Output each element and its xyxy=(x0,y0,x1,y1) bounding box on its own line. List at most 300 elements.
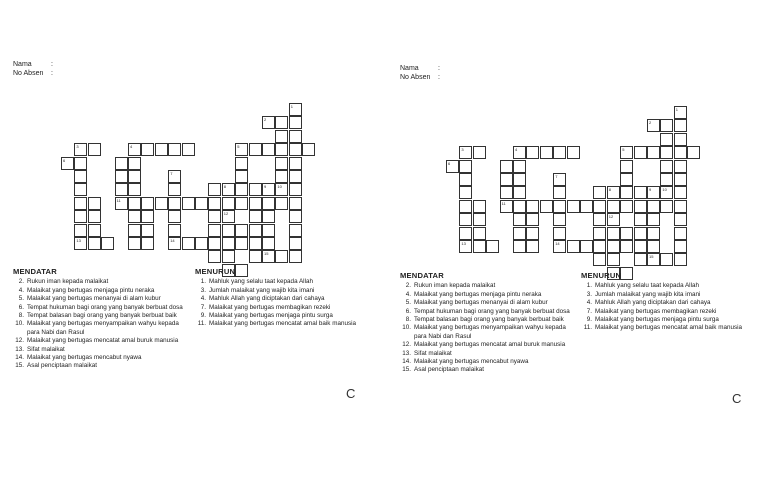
menurun-clue xyxy=(195,304,360,312)
crossword-cell[interactable] xyxy=(607,200,620,213)
crossword-cell[interactable] xyxy=(526,227,539,240)
crossword-cell[interactable] xyxy=(674,160,687,173)
crossword-cell[interactable] xyxy=(141,197,154,210)
crossword-cell[interactable] xyxy=(513,240,526,253)
crossword-cell[interactable] xyxy=(168,210,181,223)
absen-label: No Absen xyxy=(13,70,44,77)
crossword-cell[interactable] xyxy=(634,253,647,266)
crossword-cell[interactable] xyxy=(128,143,141,156)
crossword-cell[interactable] xyxy=(182,237,195,250)
cell-number: 7 xyxy=(555,174,558,179)
crossword-cell[interactable] xyxy=(553,200,566,213)
crossword-cell[interactable] xyxy=(262,224,275,237)
crossword-cell[interactable] xyxy=(262,210,275,223)
crossword-cell[interactable] xyxy=(660,173,673,186)
crossword-cell[interactable] xyxy=(620,227,633,240)
crossword-cell[interactable] xyxy=(513,213,526,226)
mendatar-clue xyxy=(400,316,580,324)
crossword-cell[interactable] xyxy=(235,157,248,170)
crossword-cell[interactable] xyxy=(513,173,526,186)
crossword-cell[interactable] xyxy=(486,240,499,253)
clue-text: Malaikat yang bertugas mencatat amal baik manusia xyxy=(209,320,357,328)
clue-text: Mahluk yang selalu taat kepada Allah xyxy=(209,278,313,286)
crossword-cell[interactable] xyxy=(249,183,262,196)
crossword-cell[interactable] xyxy=(74,237,87,250)
crossword-cell[interactable] xyxy=(141,143,154,156)
crossword-cell[interactable] xyxy=(235,183,248,196)
crossword-cell[interactable] xyxy=(513,227,526,240)
clue-number: 12. xyxy=(402,341,411,349)
crossword-cell[interactable] xyxy=(168,237,181,250)
crossword-cell[interactable] xyxy=(249,210,262,223)
cell-number: 12 xyxy=(223,211,229,217)
crossword-cell[interactable] xyxy=(513,160,526,173)
crossword-cell[interactable] xyxy=(115,157,128,170)
menurun-clue xyxy=(581,282,746,290)
mendatar-clue xyxy=(400,350,580,358)
crossword-cell[interactable] xyxy=(168,197,181,210)
crossword-cell[interactable] xyxy=(607,253,620,266)
clue-number: 9. xyxy=(200,312,206,320)
crossword-cell[interactable] xyxy=(500,173,513,186)
crossword-cell[interactable] xyxy=(567,200,580,213)
crossword-cell[interactable] xyxy=(235,237,248,250)
crossword-cell[interactable] xyxy=(540,200,553,213)
crossword-cell[interactable] xyxy=(593,227,606,240)
crossword-cell[interactable] xyxy=(674,173,687,186)
student-header xyxy=(400,64,440,82)
crossword-cell[interactable] xyxy=(128,197,141,210)
crossword-cell[interactable] xyxy=(634,227,647,240)
crossword-cell[interactable] xyxy=(674,146,687,159)
crossword-cell[interactable] xyxy=(459,200,472,213)
crossword-cell[interactable] xyxy=(275,183,288,196)
menurun-clue xyxy=(581,324,746,332)
clue-number: 4. xyxy=(200,295,206,303)
mendatar-clue xyxy=(13,320,193,337)
crossword-cell[interactable] xyxy=(553,173,566,186)
cell-number: 14 xyxy=(555,241,560,246)
crossword-cell[interactable] xyxy=(249,237,262,250)
crossword-cell[interactable] xyxy=(222,183,235,196)
mendatar-clue xyxy=(400,324,580,341)
clue-number: 6. xyxy=(18,303,24,311)
clue-number: 11. xyxy=(197,320,206,328)
crossword-cell[interactable] xyxy=(647,119,660,132)
crossword-cell[interactable] xyxy=(128,183,141,196)
crossword-cell[interactable] xyxy=(634,240,647,253)
crossword-cell[interactable] xyxy=(249,250,262,263)
name-row xyxy=(13,60,53,69)
clue-text: Rukun iman kepada malaikat xyxy=(414,282,496,290)
crossword-cell[interactable] xyxy=(553,186,566,199)
crossword-cell[interactable] xyxy=(88,197,101,210)
clue-text: Tempat balasan bagi orang yang banyak berbuat baik xyxy=(27,312,177,320)
crossword-cell[interactable] xyxy=(88,210,101,223)
crossword-cell[interactable] xyxy=(222,224,235,237)
crossword-cell[interactable] xyxy=(687,146,700,159)
crossword-cell[interactable] xyxy=(262,250,275,263)
student-header xyxy=(13,60,53,78)
crossword-cell[interactable] xyxy=(459,160,472,173)
crossword-cell[interactable] xyxy=(275,250,288,263)
crossword-cell[interactable] xyxy=(674,106,687,119)
crossword-cell[interactable] xyxy=(620,240,633,253)
name-row xyxy=(400,64,440,73)
clue-text: Mahluk Allah yang diciptakan dari cahaya xyxy=(209,295,325,303)
refresh-icon[interactable]: C xyxy=(346,386,356,401)
crossword-cell[interactable] xyxy=(74,170,87,183)
crossword-cell[interactable] xyxy=(262,116,275,129)
crossword-cell[interactable] xyxy=(660,200,673,213)
crossword-cell[interactable] xyxy=(74,197,87,210)
clue-number: 14. xyxy=(402,358,411,366)
crossword-cell[interactable] xyxy=(674,227,687,240)
crossword-cell[interactable] xyxy=(660,146,673,159)
cell-number: 11 xyxy=(501,200,506,206)
crossword-cell[interactable] xyxy=(647,240,660,253)
crossword-cell[interactable] xyxy=(115,170,128,183)
crossword-cell[interactable] xyxy=(275,170,288,183)
clue-number: 8. xyxy=(18,312,24,320)
clue-number: 13. xyxy=(15,345,24,353)
menurun-clue xyxy=(195,320,360,328)
clue-number: 5. xyxy=(18,295,24,303)
crossword-cell[interactable] xyxy=(526,146,539,159)
crossword-cell[interactable] xyxy=(128,224,141,237)
crossword-cell[interactable] xyxy=(459,186,472,199)
crossword-cell[interactable] xyxy=(459,213,472,226)
clue-number: 1. xyxy=(586,282,592,290)
cell-number: 12 xyxy=(608,214,614,220)
crossword-cell[interactable] xyxy=(289,183,302,196)
clue-number: 2. xyxy=(18,278,24,286)
crossword-cell[interactable] xyxy=(289,103,302,116)
crossword-cell[interactable] xyxy=(195,197,208,210)
crossword-cell[interactable] xyxy=(674,240,687,253)
menurun-clue xyxy=(581,299,746,307)
clue-text: Asal penciptaan malaikat xyxy=(27,362,98,370)
crossword-cell[interactable] xyxy=(674,213,687,226)
crossword-cell[interactable] xyxy=(289,143,302,156)
clue-text: Malaikat yang bertugas mencabut nyawa xyxy=(414,358,529,366)
clue-text: Malaikat yang bertugas menjaga pintu surga xyxy=(209,312,333,320)
clue-text: Asal penciptaan malaikat xyxy=(414,366,485,374)
crossword-cell[interactable] xyxy=(634,146,647,159)
crossword-cell[interactable] xyxy=(500,186,513,199)
name-colon: : xyxy=(51,61,53,68)
crossword-cell[interactable] xyxy=(88,237,101,250)
crossword-cell[interactable] xyxy=(473,200,486,213)
crossword-cell[interactable] xyxy=(235,224,248,237)
mendatar-clue xyxy=(400,358,580,366)
absen-colon: : xyxy=(438,74,440,81)
crossword-cell[interactable] xyxy=(302,143,315,156)
crossword-cell[interactable] xyxy=(674,200,687,213)
crossword-cell[interactable] xyxy=(101,237,114,250)
crossword-cell[interactable] xyxy=(222,210,235,223)
cell-number: 10 xyxy=(277,184,282,190)
worksheet-right xyxy=(384,0,768,489)
clue-text: Malaikat yang bertugas menjaga pintu surga xyxy=(595,316,719,324)
crossword-cell[interactable] xyxy=(275,130,288,143)
crossword-cell[interactable] xyxy=(580,200,593,213)
crossword-cell[interactable] xyxy=(289,170,302,183)
crossword-cell[interactable] xyxy=(620,186,633,199)
clue-text: Sifat malaikat xyxy=(27,345,65,353)
crossword-cell[interactable] xyxy=(115,183,128,196)
crossword-cell[interactable] xyxy=(660,186,673,199)
crossword-cell[interactable] xyxy=(195,237,208,250)
crossword-cell[interactable] xyxy=(88,143,101,156)
crossword-cell[interactable] xyxy=(473,227,486,240)
crossword-cell[interactable] xyxy=(289,250,302,263)
crossword-cell[interactable] xyxy=(289,157,302,170)
crossword-cell[interactable] xyxy=(289,116,302,129)
mendatar-title: MENDATAR xyxy=(400,271,444,280)
clue-text: Tempat hukuman bagi orang yang banyak berbuat dosa xyxy=(27,303,183,311)
crossword-cell[interactable] xyxy=(275,197,288,210)
crossword-cell[interactable] xyxy=(262,183,275,196)
crossword-cell[interactable] xyxy=(289,224,302,237)
clue-text: Malaikat yang bertugas membagikan rezeki xyxy=(209,303,331,311)
crossword-cell[interactable] xyxy=(647,227,660,240)
mendatar-clue xyxy=(13,337,193,345)
crossword-cell[interactable] xyxy=(526,200,539,213)
crossword-cell[interactable] xyxy=(289,210,302,223)
mendatar-clue xyxy=(400,308,580,316)
crossword-cell[interactable] xyxy=(513,146,526,159)
refresh-icon[interactable]: C xyxy=(732,391,742,406)
crossword-cell[interactable] xyxy=(249,224,262,237)
clue-number: 8. xyxy=(405,316,411,324)
menurun-clues xyxy=(581,272,746,333)
clue-text: Mahluk yang selalu taat kepada Allah xyxy=(595,282,699,290)
crossword-cell[interactable] xyxy=(647,213,660,226)
crossword-cell[interactable] xyxy=(235,170,248,183)
crossword-cell[interactable] xyxy=(208,224,221,237)
crossword-cell[interactable] xyxy=(249,143,262,156)
crossword-cell[interactable] xyxy=(459,146,472,159)
crossword-cell[interactable] xyxy=(526,240,539,253)
name-label: Nama xyxy=(400,65,419,72)
crossword-cell[interactable] xyxy=(553,146,566,159)
crossword-cell[interactable] xyxy=(208,183,221,196)
crossword-cell[interactable] xyxy=(674,186,687,199)
crossword-cell[interactable] xyxy=(553,227,566,240)
clue-text: Malaikat yang bertugas menanyai di alam kubur xyxy=(27,295,161,303)
crossword-cell[interactable] xyxy=(446,160,459,173)
crossword-cell[interactable] xyxy=(620,173,633,186)
crossword-cell[interactable] xyxy=(634,200,647,213)
crossword-cell[interactable] xyxy=(222,197,235,210)
crossword-cell[interactable] xyxy=(526,213,539,226)
crossword-cell[interactable] xyxy=(567,146,580,159)
clue-number: 7. xyxy=(200,303,206,311)
crossword-cell[interactable] xyxy=(647,146,660,159)
crossword-cell[interactable] xyxy=(275,116,288,129)
crossword-cell[interactable] xyxy=(593,213,606,226)
crossword-cell[interactable] xyxy=(473,213,486,226)
crossword-cell[interactable] xyxy=(61,157,74,170)
clue-text: Malaikat yang bertugas menyampaikan wahyu kepada para Nabi dan Rasul xyxy=(414,324,566,340)
clue-text: Malaikat yang bertugas menjaga pintu neraka xyxy=(27,286,155,294)
crossword-cell[interactable] xyxy=(88,224,101,237)
clue-text: Malaikat yang bertugas mencatat amal buruk manusia xyxy=(414,341,566,349)
crossword-cell[interactable] xyxy=(634,213,647,226)
mendatar-clue xyxy=(13,362,193,370)
crossword-cell[interactable] xyxy=(620,200,633,213)
cell-number: 14 xyxy=(170,238,175,243)
clue-text: Malaikat yang bertugas menanyai di alam kubur xyxy=(414,299,548,307)
menurun-clue xyxy=(195,295,360,303)
crossword-cell[interactable] xyxy=(235,197,248,210)
crossword-cell[interactable] xyxy=(289,130,302,143)
menurun-title: MENURUN xyxy=(195,267,236,276)
crossword-cell[interactable] xyxy=(674,133,687,146)
crossword-cell[interactable] xyxy=(660,160,673,173)
cell-number: 1 xyxy=(290,104,294,109)
crossword-cell[interactable] xyxy=(141,224,154,237)
crossword-cell[interactable] xyxy=(647,200,660,213)
mendatar-title: MENDATAR xyxy=(13,267,57,276)
mendatar-clues xyxy=(13,268,193,371)
crossword-cell[interactable] xyxy=(553,240,566,253)
crossword-grid xyxy=(446,106,706,266)
crossword-cell[interactable] xyxy=(128,170,141,183)
clue-number: 4. xyxy=(18,286,24,294)
crossword-cell[interactable] xyxy=(660,133,673,146)
menurun-clue xyxy=(581,316,746,324)
crossword-cell[interactable] xyxy=(634,186,647,199)
crossword-cell[interactable] xyxy=(249,197,262,210)
cell-number: 5 xyxy=(622,147,625,153)
crossword-cell[interactable] xyxy=(208,210,221,223)
crossword-cell[interactable] xyxy=(74,157,87,170)
crossword-cell[interactable] xyxy=(141,210,154,223)
menurun-clue xyxy=(195,287,360,295)
crossword-cell[interactable] xyxy=(473,146,486,159)
cell-number: 4 xyxy=(130,144,133,150)
clue-text: Malaikat yang bertugas mencatat amal buruk manusia xyxy=(27,337,179,345)
crossword-cell[interactable] xyxy=(74,143,87,156)
clue-number: 5. xyxy=(405,299,411,307)
crossword-cell[interactable] xyxy=(128,210,141,223)
mendatar-clue xyxy=(13,304,193,312)
crossword-cell[interactable] xyxy=(647,253,660,266)
crossword-cell[interactable] xyxy=(155,143,168,156)
crossword-cell[interactable] xyxy=(593,186,606,199)
crossword-cell[interactable] xyxy=(459,173,472,186)
crossword-cell[interactable] xyxy=(289,237,302,250)
absen-row xyxy=(13,69,53,78)
crossword-cell[interactable] xyxy=(674,253,687,266)
crossword-cell[interactable] xyxy=(500,160,513,173)
crossword-cell[interactable] xyxy=(473,240,486,253)
crossword-cell[interactable] xyxy=(620,146,633,159)
crossword-cell[interactable] xyxy=(660,253,673,266)
crossword-cell[interactable] xyxy=(607,186,620,199)
name-label: Nama xyxy=(13,61,32,68)
crossword-cell[interactable] xyxy=(182,197,195,210)
mendatar-clue xyxy=(13,312,193,320)
crossword-cell[interactable] xyxy=(593,200,606,213)
menurun-clues xyxy=(195,268,360,329)
crossword-cell[interactable] xyxy=(155,197,168,210)
menurun-clue xyxy=(195,312,360,320)
crossword-cell[interactable] xyxy=(168,170,181,183)
crossword-cell[interactable] xyxy=(513,186,526,199)
crossword-cell[interactable] xyxy=(620,160,633,173)
clue-text: Malaikat yang bertugas membagikan rezeki xyxy=(595,307,717,315)
crossword-cell[interactable] xyxy=(141,237,154,250)
crossword-cell[interactable] xyxy=(289,197,302,210)
crossword-cell[interactable] xyxy=(459,240,472,253)
crossword-cell[interactable] xyxy=(500,200,513,213)
crossword-cell[interactable] xyxy=(168,183,181,196)
clue-number: 13. xyxy=(402,349,411,357)
crossword-cell[interactable] xyxy=(182,143,195,156)
crossword-cell[interactable] xyxy=(168,143,181,156)
crossword-cell[interactable] xyxy=(593,253,606,266)
clue-number: 7. xyxy=(586,307,592,315)
crossword-cell[interactable] xyxy=(262,237,275,250)
crossword-cell[interactable] xyxy=(607,240,620,253)
crossword-cell[interactable] xyxy=(222,237,235,250)
crossword-cell[interactable] xyxy=(74,210,87,223)
crossword-cell[interactable] xyxy=(607,213,620,226)
crossword-cell[interactable] xyxy=(115,197,128,210)
cell-number: 3 xyxy=(461,147,464,153)
crossword-cell[interactable] xyxy=(580,240,593,253)
crossword-cell[interactable] xyxy=(513,200,526,213)
clue-text: Malaikat yang bertugas menyampaikan wahyu kepada para Nabi dan Rasul xyxy=(27,320,179,336)
crossword-cell[interactable] xyxy=(275,143,288,156)
crossword-cell[interactable] xyxy=(168,224,181,237)
crossword-cell[interactable] xyxy=(208,197,221,210)
crossword-cell[interactable] xyxy=(553,213,566,226)
crossword-cell[interactable] xyxy=(262,197,275,210)
crossword-cell[interactable] xyxy=(647,186,660,199)
crossword-cell[interactable] xyxy=(567,240,580,253)
crossword-cell[interactable] xyxy=(275,157,288,170)
crossword-cell[interactable] xyxy=(208,237,221,250)
crossword-cell[interactable] xyxy=(459,227,472,240)
cell-number: 9 xyxy=(649,187,652,193)
crossword-cell[interactable] xyxy=(208,250,221,263)
crossword-cell[interactable] xyxy=(540,146,553,159)
clue-number: 11. xyxy=(583,324,592,332)
mendatar-clue xyxy=(400,282,580,290)
crossword-cell[interactable] xyxy=(660,119,673,132)
cell-number: 15 xyxy=(264,251,269,257)
crossword-cell[interactable] xyxy=(74,224,87,237)
clue-text: Jumlah malaikat yang wajib kita imani xyxy=(209,286,315,294)
clue-number: 15. xyxy=(15,362,24,370)
mendatar-clue xyxy=(400,299,580,307)
clue-number: 12. xyxy=(15,337,24,345)
crossword-cell[interactable] xyxy=(74,183,87,196)
cell-number: 3 xyxy=(76,144,79,150)
crossword-cell[interactable] xyxy=(607,227,620,240)
crossword-cell[interactable] xyxy=(235,143,248,156)
crossword-cell[interactable] xyxy=(674,119,687,132)
crossword-cell[interactable] xyxy=(262,143,275,156)
crossword-cell[interactable] xyxy=(593,240,606,253)
crossword-cell[interactable] xyxy=(222,250,235,263)
crossword-cell[interactable] xyxy=(128,157,141,170)
crossword-cell[interactable] xyxy=(128,237,141,250)
